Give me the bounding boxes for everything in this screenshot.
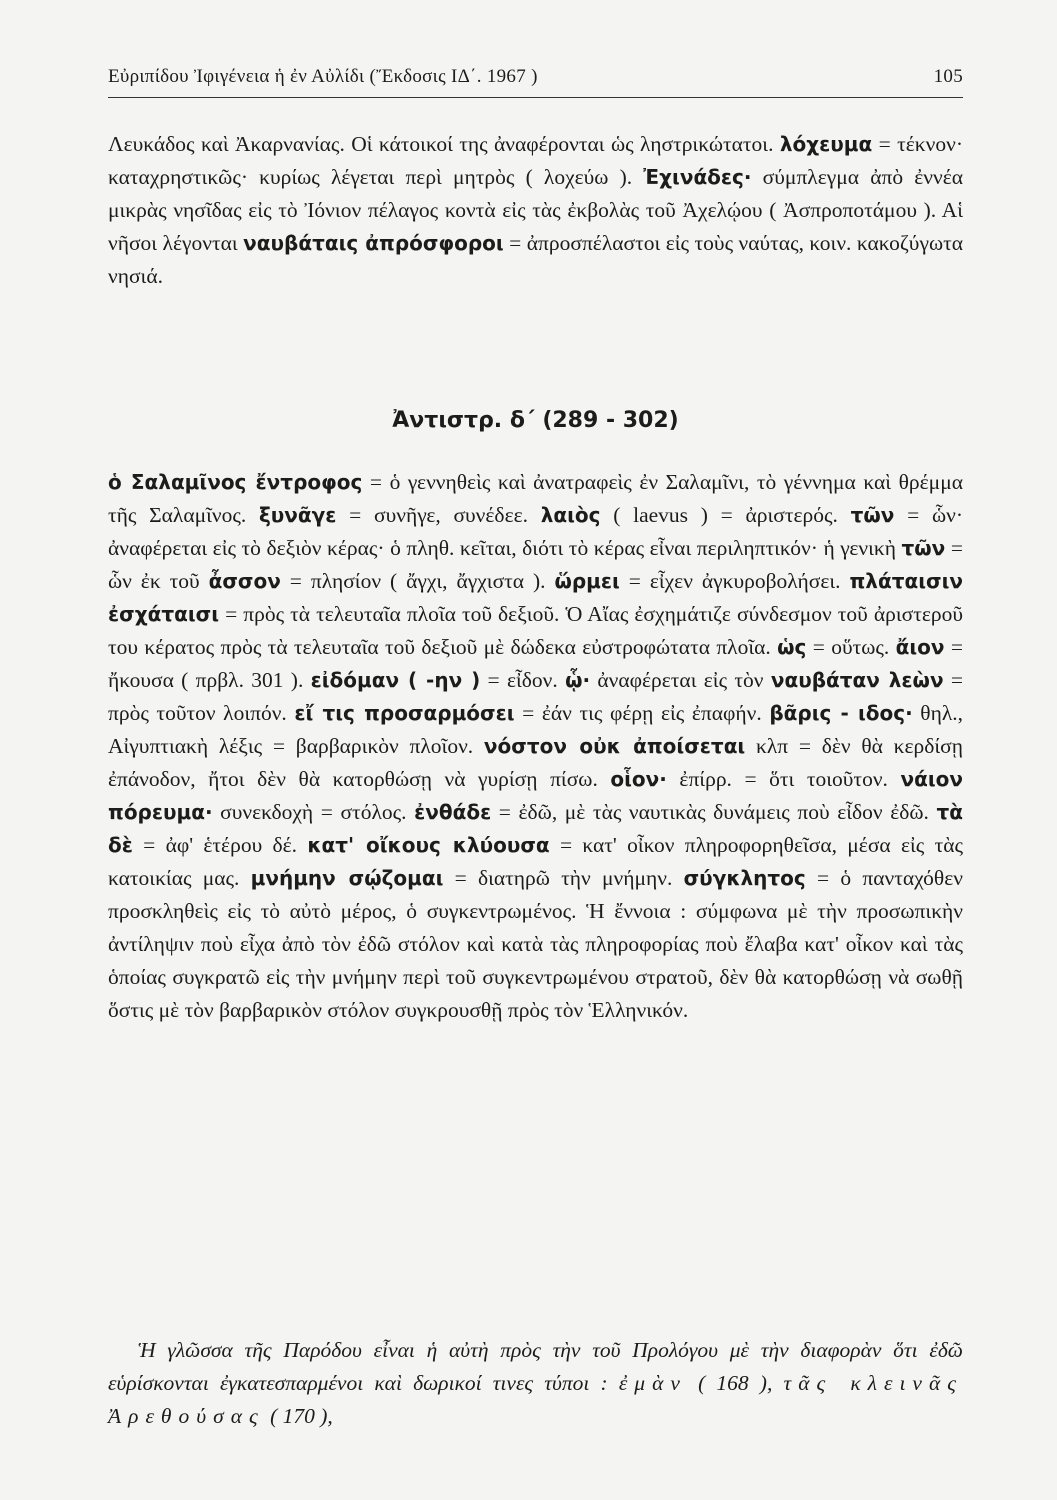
spaced-form: ἐμὰν [618, 1371, 687, 1395]
text-run: Λευκάδος καὶ Ἀκαρνανίας. Οἱ κάτοικοί της ἀναφέρονται ὡς ληστρικώτατοι. [108, 132, 780, 156]
text-run: Ἡ γλῶσσα τῆς Παρόδου εἶναι ἡ αὐτὴ πρὸς τὴν τοῦ Προλόγου μὲ τὴν διαφορὰν ὅτι ἐδῶ εὑρίσκονται ἐγκατεσπαρμένοι καὶ δωρικοί τινες τύποι : [108, 1338, 963, 1395]
text-run: = ἤκουσα ( πρβλ. 301 ). [108, 635, 963, 692]
spaced-form: τᾶς κλεινᾶς Ἀρεθούσας [108, 1371, 963, 1428]
lemma: ναυβάταις ἀπρόσφοροι [243, 231, 504, 255]
text-run: σύμπλεγμα ἀπὸ ἐννέα μικρὰς νησῖδας εἰς τὸ Ἰόνιον πέλαγος κοντὰ εἰς τὰς ἐκβολὰς τοῦ Ἀχελῴου ( Ἀσπροποτάμου ). Αἱ νῆσοι λέγονται [108, 165, 963, 255]
text-run: = ἐδῶ, μὲ τὰς ναυτικὰς δυνάμεις ποὺ εἶδον ἐδῶ. [491, 800, 937, 824]
lemma: ἐνθάδε [414, 800, 492, 824]
lemma: εἰδόμαν ( -ην ) [310, 668, 481, 692]
text-run: ( 168 ), [686, 1371, 784, 1395]
lemma: ἆσσον [208, 569, 281, 593]
text-run: = πλησίον ( ἄγχι, ἄγχιστα ). [280, 569, 555, 593]
section-heading: Ἀντιστρ. δ΄ (289 - 302) [392, 408, 679, 433]
text-run: κλπ = δὲν θὰ κερδίσῃ ἐπάνοδον, ἤτοι δὲν θὰ κατορθώσῃ νὰ γυρίσῃ πίσω. [108, 734, 964, 791]
lemma: ὡς [777, 635, 807, 659]
text-run: = πρὸς τοῦτον λοιπόν. [108, 668, 964, 725]
text-run: = ἐάν τις φέρῃ εἰς ἐπαφήν. [514, 701, 770, 725]
lemma: τὰ δὲ [108, 800, 963, 857]
page-number: 105 [933, 66, 963, 87]
paragraph-2-text [108, 466, 963, 1027]
lemma: σύγκλητος [683, 866, 806, 890]
lemma: Ἐχινάδες· [643, 165, 752, 189]
lemma: νάιον πόρευμα· [108, 767, 963, 824]
text-run: = εἶχεν ἀγκυροβολήσει. [619, 569, 850, 593]
text-run: ( 170 ), [264, 1404, 333, 1428]
paragraph-1-text [108, 128, 963, 293]
lemma: ὥρμει [554, 569, 620, 593]
text-run: = ὧν· ἀναφέρεται εἰς τὸ δεξιὸν κέρας· ὁ πληθ. κεῖται, διότι τὸ κέρας εἶναι περιληπτικόν· ἡ γενικὴ [108, 503, 963, 560]
running-header [108, 66, 963, 88]
paragraph-2 [108, 466, 963, 1027]
lemma: ὁ Σαλαμῖνος ἔντροφος [108, 470, 363, 494]
text-run: = ὁ γεννηθεὶς καὶ ἀνατραφεὶς ἐν Σαλαμῖνι, τὸ γέννημα καὶ θρέμμα τῆς Σαλαμῖνος. [108, 470, 963, 527]
lemma: πλάταισιν ἐσχάταισι [108, 569, 963, 626]
paragraph-3 [108, 1334, 963, 1433]
running-title: Εὐριπίδου Ἰφιγένεια ἡ ἐν Αὐλίδι (Ἔκδοσις ΙΔ΄. 1967 ) [108, 66, 538, 87]
lemma: ᾧ· [565, 668, 591, 692]
text-run: = ἀφ' ἑτέρου δέ. [132, 833, 308, 857]
text-run: συνεκδοχὴ = στόλος. [212, 800, 415, 824]
lemma: ναυβάταν λεὼν [770, 668, 944, 692]
text-run: = διατηρῶ τὴν μνήμην. [443, 866, 684, 890]
text-run: ἀναφέρεται εἰς τὸν [590, 668, 771, 692]
text-run: ( laevus ) = ἀριστερός. [600, 503, 851, 527]
paragraph-1 [108, 128, 963, 293]
lemma: βᾶρις - ιδος· [769, 701, 913, 725]
text-run: = τέκνον· καταχρηστικῶς· κυρίως λέγεται περὶ μητρὸς ( λοχεύω ). [108, 132, 963, 189]
lemma: οἷον· [610, 767, 667, 791]
lemma: μνήμην σῴζομαι [250, 866, 444, 890]
text-run: = ὧν ἐκ τοῦ [108, 536, 963, 593]
lemma: ξυνᾶγε [258, 503, 337, 527]
lemma: τῶν [850, 503, 895, 527]
text-run: = ἀπροσπέλαστοι εἰς τοὺς ναύτας, κοιν. κακοζύγωτα νησιά. [108, 231, 964, 288]
text-run: = πρὸς τὰ τελευταῖα πλοῖα τοῦ δεξιοῦ. Ὁ Αἴας ἐσχημάτιζε σύνδεσμον τοῦ ἀριστεροῦ του κέρατος πρὸς τὰ τελευταῖα τοῦ δεξιοῦ μὲ δώδεκα εὐστροφώτατα πλοῖα. [108, 602, 963, 659]
text-run: = εἶδον. [480, 668, 566, 692]
lemma: ἄιον [895, 635, 945, 659]
lemma: κατ' οἴκους κλύουσα [307, 833, 550, 857]
lemma: εἴ τις προσαρμόσει [294, 701, 515, 725]
paragraph-3-text [108, 1334, 963, 1433]
text-run: = ὁ πανταχόθεν προσκληθεὶς εἰς τὸ αὐτὸ μέρος, ὁ συγκεντρωμένος. Ἡ ἔννοια : σύμφωνα μὲ τὴν προσωπικὴν ἀντίληψιν ποὺ εἶχα ἀπὸ τὸν ἐδῶ στόλον καὶ κατὰ τὰς πληροφορίας ποὺ ἔλαβα κατ' οἶκον καὶ τὰς ὁποίας συγκρατῶ εἰς τὴν μνήμην περὶ τοῦ συγκεντρωμένου στρατοῦ, δὲν θὰ κατορθώσῃ νὰ σωθῇ ὅστις μὲ τὸν βαρβαρικὸν στόλον συγκρουσθῇ πρὸς τὸν Ἑλληνικόν. [108, 866, 963, 1022]
text-run: = κατ' οἶκον πληροφορηθεῖσα, μέσα εἰς τὰς κατοικίας μας. [108, 833, 963, 890]
header-rule [108, 97, 963, 98]
lemma: τῶν [901, 536, 946, 560]
lemma: λαιὸς [540, 503, 601, 527]
text-run: = συνῆγε, συνέδεε. [336, 503, 541, 527]
lemma: νόστον οὐκ ἀποίσεται [483, 734, 746, 758]
lemma: λόχευμα [779, 132, 873, 156]
text-run: = οὕτως. [806, 635, 896, 659]
text-run: ἐπίρρ. = ὅτι τοιοῦτον. [666, 767, 901, 791]
text-run: θηλ., Αἰγυπτιακὴ λέξις = βαρβαρικὸν πλοῖον. [108, 701, 964, 758]
